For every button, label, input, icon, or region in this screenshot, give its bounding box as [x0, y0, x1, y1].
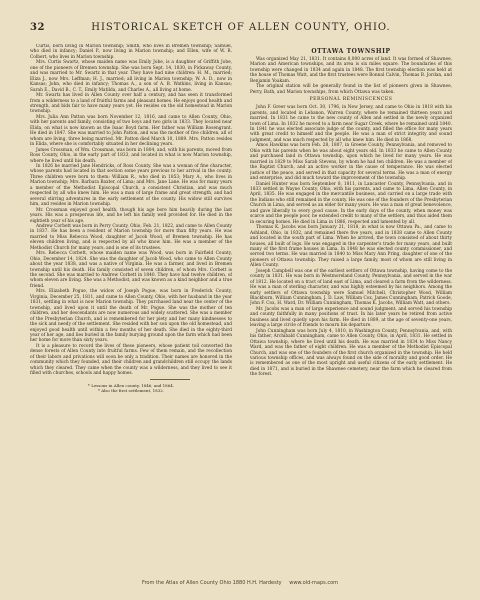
- paragraph: Amos Hawkins was born Feb. 28, 1807, in Greene County, Pennsylvania, and removed to Ohio with his parents when he was about eight years old. In 1833 he came to Allen County and purchased land in Ottawa township, upon which he lived for many years. He was married in 1829 to Miss Sarah Stevens, by whom he had ten children. He was a member of the Baptist Church, and an active worker in the cause of temperance. He was elected justice of the peace, and served in that capacity for several terms. He was a man of energy and enterprise, and did much toward the improvement of the township.: [250, 143, 452, 182]
- paragraph: Joseph Campbell was one of the earliest settlers of Ottawa township, having come to the county in 1831. He was born in Westmoreland County, Pennsylvania, and served in the war of 1812. He located on a tract of land east of Lima, and cleared a farm from the wilderness. He was a man of sterling character, and was highly esteemed by his neighbors. Among the early settlers of Ottawa township were Samuel Mitchell, Christopher Wood, William Blackburn, William Cunningham, J. D. Law, William Cox, James Cunningham, Patrick Goode, John F. Cox, H. Ward, Dr. William Cunningham, Thomas K. Jacobs, William Watt, and others.: [250, 268, 452, 307]
- section-title: OTTAWA TOWNSHIP: [311, 48, 391, 55]
- right-column-text: [250, 105, 452, 378]
- footer-website[interactable]: www.old-maps.com: [289, 580, 339, 586]
- paragraph: Mr. Crossman enjoyed good health, though his age bore him heavily during the last years. His was a prosperous life, and he left his family well provided for. He died in the eightieth year of his age.: [30, 207, 232, 224]
- left-column: [30, 44, 232, 572]
- paragraph: John F. Greer was born Oct. 30, 1796, in New Jersey, and came to Ohio in 1818 with his parents, and located in Lebanon, Warren County, where he remained thirteen years and married. In 1831 he came to the new county of Allen and settled in the newly organized town of Lima. In 1832 he moved to a farm near Sugar Creek, where he remained until 1840. In 1841 he was elected associate judge of the county, and filled the office for many years with great credit to himself and the people. He was a man of strict integrity and sound judgment, and was much respected by all who knew him. He died in 1868.: [250, 105, 452, 143]
- paragraph: Daniel Hunter was born September 8, 1811, in Lancaster County, Pennsylvania, and in 1833 settled in Wayne County, Ohio, with his parents, and came to Lima, Allen County, in April, 1835. He was engaged in the mercantile business, and carried on a large trade with the Indians who still remained in the county. He was one of the founders of the Presbyterian Church in Lima, and served as an elder for many years. He was a man of great benevolence, and gave liberally to every good cause. In the early days of the county, when money was scarce and the people poor, he extended credit to many of the settlers, and thus aided them in securing homes. He died in Lima in 1886, respected and lamented by all.: [250, 181, 452, 225]
- footnotes: [30, 383, 232, 394]
- right-column: [250, 44, 452, 572]
- paragraph: In 1826 he married Jane Hendricks, of Ross County. She was a woman of fine character, whose parents had located in that section some years previous to her arrival in the county. Three children were born to them: William R., who died in 1853; Mary A., who lives in Marion township; Mrs. Barbara Baxter, of Lima; and Mrs. Jane Lane. He was for many years a member of the Methodist Episcopal Church, a consistent Christian, and was much respected by all who knew him. He was a man of large frame and great strength, and had several stirring adventures in the early settlement of the county. His widow still survives him, and resides in Marion township.: [30, 163, 232, 208]
- page-number: 32: [30, 22, 45, 33]
- paragraph: Curtis, born living in Marion township; Smith, who lives in Bremen township; Samuel, who died in infancy; Daniel P., now living in Marion township; and Ellen, wife of W. R. Colbert, who lives in Marion township.: [30, 44, 232, 60]
- page-footer: [0, 580, 480, 586]
- paragraph: Mr. Jacobs was a man of large experience and sound judgment, and served his township and county faithfully in many positions of trust. In his later years he retired from active business and lived quietly upon his farm. He died in 1889, at the age of seventy-one years, leaving a large circle of friends to mourn his departure.: [250, 306, 452, 329]
- footnote-divider: [30, 377, 232, 381]
- running-title: HISTORICAL SKETCH OF ALLEN COUNTY, OHIO.: [91, 22, 391, 33]
- paragraph: The original station will be generally found in the list of pioneers given in Shawnee, Perry, Bath, and Marion townships, from which Ottawa was taken.: [250, 84, 452, 95]
- footnote: * Lessons in Allen county, 1846, and 1864.: [87, 382, 175, 388]
- section-intro: [250, 57, 452, 95]
- footer-source: From the Atlas of Allen County Ohio 1880 H.H. Hardesty: [141, 580, 282, 586]
- paragraph: John Cunningham was born July 4, 1810, in Washington County, Pennsylvania, and, with his father, Archibald Cunningham, came to Allen County, Ohio, in April, 1831. He settled in Ottawa township, where he lived until his death. He was married in 1834 to Miss Nancy Ward, and was the father of eight children. He was a member of the Methodist Episcopal Church, and was one of the founders of the first church organized in the township. He held various township offices, and was always found on the side of morality and good order. He is remembered as one of the most upright and useful citizens of the early settlement. He died in 1871, and is buried in the Shawnee cemetery, near the farm which he cleared from the forest.: [250, 328, 452, 378]
- paragraph: Mrs. Elizabeth Pogue, the widow of Joseph Pogue, was born in Frederick County, Virginia, December 25, 1811, and came to Allen County, Ohio, with her husband in the year 1831, settling in what is now Marion township. They purchased land near the center of the township, and lived upon it until the death of Mr. Pogue. She was the mother of ten children, and her descendants are now numerous and widely scattered. She was a member of the Presbyterian Church, and is remembered for her piety and her many kindnesses to the sick and needy of the settlement. She resided with her son upon the old homestead, and enjoyed good health until within a few months of her death. She died in the eighty-third year of her age, and lies buried in the family burying ground upon the farm which had been her home for more than sixty years.: [30, 289, 232, 344]
- paragraph: Mrs. Curtis Swartz, whose maiden name was Emily Jobe, is a daughter of Griffith Jobe, one of the pioneers of Bremen township. She was born Sept. 14, 1830, in Pickaway County, and was married to Mr. Swartz in that year. They have had nine children: H. M., married; Eliza J., now Mrs. Leffman; H. J., married; all living in Marion township; W. A. D., now in Kansas; John, who died in infancy; Thomas A., a son of A. B. Watkins, living in Kansas; Sarah E., David B., C. T., Emily Matilda, and Charles A., all living at home.: [30, 60, 232, 93]
- paragraph: Thomas K. Jacobs was born January 21, 1818, in what is now Ottawa Pa., and came to Ashland, Ohio, in 1832, and remained there five years, and in 1838 came to Allen County and located in the south part of Lima. When he arrived, the town consisted of about thirty houses, all built of logs. He was engaged in the carpenter's trade for many years, and built many of the first frame houses in Lima. In 1848 he was elected county commissioner, and served two terms. He was married in 1840 to Miss Mary Ann Pring, daughter of one of the pioneers of Ottawa township. They raised a large family, most of whom are still living in Allen County.: [250, 225, 452, 269]
- left-column-text: [30, 44, 232, 377]
- page-header: [30, 22, 452, 38]
- paragraph: Mrs. Rebecca Corbett, whose maiden name was Wood, was born in Fairfield County, Ohio, December 14, 1824. She was the daughter of Jacob Wood, who came to Allen County about the year 1838, and was a native of Virginia. He was a farmer, and lived in Bremen township until his death. His family consisted of seven children, of whom Mrs. Corbett is the second. She was married to Andrew Corbett in 1840. They have had twelve children, of whom eleven are living. She was a Methodist, and was known as a kind neighbor and a true friend.: [30, 251, 232, 289]
- paragraph: Andrew Corbett was born in Perry County, Ohio, Feb. 21, 1822, and came to Allen County in 1837. He has been a resident of Marion township for more than fifty years. He was married to Miss Rebecca Wood, daughter of Jacob Wood, of Bremen township. He has eleven children living, and is respected by all who know him. He was a member of the Methodist Church for many years, and is one of its trustees.: [30, 223, 232, 251]
- paragraph: Mr. Swartz has lived in Allen County over half a century, and has seen it transformed from a wilderness to a land of fruitful farms and pleasant homes. He enjoys good health and strength, and bids fair to have many years yet. He resides on the old homestead in Marion township.: [30, 93, 232, 115]
- paragraph: Was organized May 21, 1831. It contains 8,000 acres of land. It was formed of Shawnee, Marion and American townships, and its area is six miles square. The boundaries of this township were changed in 1834 and again in 1848. The first township election was held at the house of Thomas Watt, and the first trustees were Bonnal Calvin, Thomas B. Jordan, and Benjamin Yoakam.: [250, 57, 452, 84]
- footnote: * Also the first settlement, 1832.: [97, 388, 165, 394]
- subsection-title: PERSONAL REMINISCENCES: [309, 97, 393, 103]
- paragraph: James Crossman, of Wm. Crossman, was born in 1804, and, with his parents, moved from Ross County, Ohio, in the early part of 1833, and located in what is now Marion township, where he lived until his death.: [30, 147, 232, 164]
- paragraph: It is a pleasure to record the lives of these pioneers, whose patient toil converted the dense forests of Allen County into fruitful farms. Few of them remain, and the recollection of their labors and privations will soon be only a tradition. Their names are honored in the community which they founded, and their children and grandchildren still occupy the lands which they cleared. They came when the county was a wilderness, and they lived to see it filled with churches, schools and happy homes.: [30, 343, 232, 377]
- paragraph: Mrs. Julia Ann Patton was born November 12, 1816, and came to Allen County, Ohio, with her parents and family, consisting of two boys and two girls in 1833. They located near Elida, on what is now known as the Isaac Boyd farm. Her father was William Rosengrant. He died in 1847. She was married to John Patton, and was the mother of five children, all of whom are living, three being married. Mr. Patton died March 10, 1889. Mrs. Patton resides in Elida, where she is comfortably situated in her declining years.: [30, 114, 232, 148]
